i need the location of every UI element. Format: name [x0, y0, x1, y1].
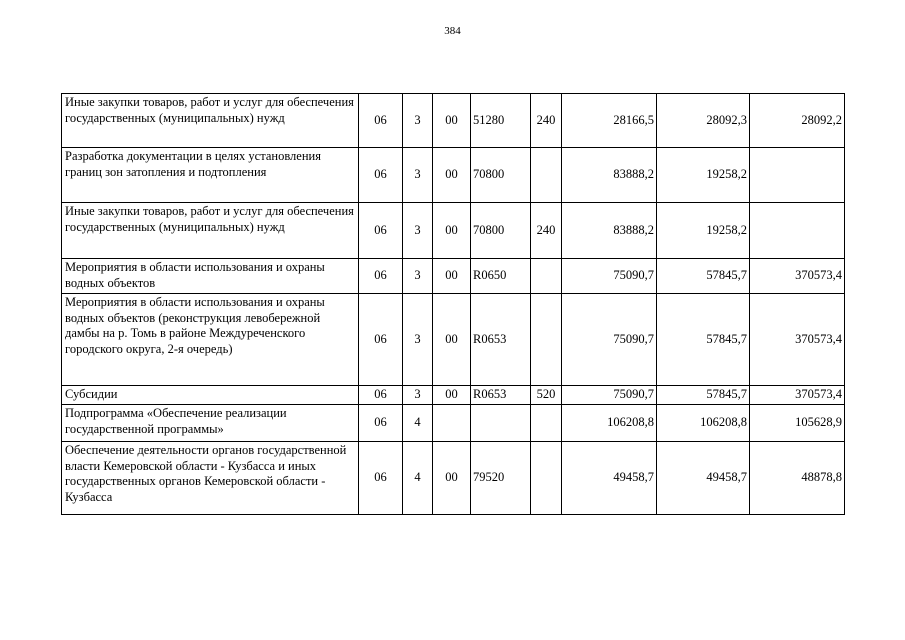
amount-year-2: 19258,2: [657, 203, 750, 259]
subsection-code: 4: [403, 405, 433, 442]
expense-type-code: 240: [531, 94, 562, 148]
table-row: [62, 294, 845, 386]
amount-year-1: 75090,7: [562, 259, 657, 294]
subprogram-code: 00: [433, 203, 471, 259]
row-name: Мероприятия в области использования и охраны водных объектов (реконструкция левобережной дамбы на р. Томь в районе Междуреченского городского округа, 2-я очередь): [62, 294, 359, 386]
section-code: 06: [359, 148, 403, 203]
subsection-code: 3: [403, 259, 433, 294]
amount-year-3: 48878,8: [750, 442, 845, 515]
target-code: 79520: [471, 442, 531, 515]
subprogram-code: 00: [433, 294, 471, 386]
row-name: Разработка документации в целях установления границ зон затопления и подтопления: [62, 148, 359, 203]
amount-year-3: [750, 148, 845, 203]
table-row: [62, 148, 845, 203]
expense-type-code: [531, 148, 562, 203]
amount-year-2: 49458,7: [657, 442, 750, 515]
amount-year-1: 106208,8: [562, 405, 657, 442]
amount-year-1: 83888,2: [562, 148, 657, 203]
amount-year-3: [750, 203, 845, 259]
amount-year-3: 28092,2: [750, 94, 845, 148]
section-code: 06: [359, 442, 403, 515]
page-number: 384: [444, 25, 461, 37]
section-code: 06: [359, 405, 403, 442]
row-name: Подпрограмма «Обеспечение реализации государственной программы»: [62, 405, 359, 442]
subsection-code: 3: [403, 94, 433, 148]
table-row: [62, 94, 845, 148]
amount-year-3: 370573,4: [750, 386, 845, 405]
row-name: Иные закупки товаров, работ и услуг для обеспечения государственных (муниципальных) нужд: [62, 94, 359, 148]
amount-year-2: 19258,2: [657, 148, 750, 203]
table-row: [62, 386, 845, 405]
row-name: Обеспечение деятельности органов государственной власти Кемеровской области - Кузбасса и иных государственных органов Кемеровской области - Кузбасса: [62, 442, 359, 515]
target-code: 70800: [471, 203, 531, 259]
amount-year-1: 75090,7: [562, 294, 657, 386]
subprogram-code: [433, 405, 471, 442]
section-code: 06: [359, 294, 403, 386]
amount-year-1: 28166,5: [562, 94, 657, 148]
subprogram-code: 00: [433, 386, 471, 405]
target-code: R0650: [471, 259, 531, 294]
amount-year-3: 370573,4: [750, 259, 845, 294]
section-code: 06: [359, 259, 403, 294]
amount-year-1: 83888,2: [562, 203, 657, 259]
row-name: Иные закупки товаров, работ и услуг для обеспечения государственных (муниципальных) нужд: [62, 203, 359, 259]
subsection-code: 3: [403, 203, 433, 259]
amount-year-2: 28092,3: [657, 94, 750, 148]
amount-year-3: 105628,9: [750, 405, 845, 442]
expense-type-code: [531, 442, 562, 515]
subsection-code: 3: [403, 294, 433, 386]
section-code: 06: [359, 94, 403, 148]
expense-type-code: 520: [531, 386, 562, 405]
expense-type-code: [531, 405, 562, 442]
amount-year-2: 57845,7: [657, 294, 750, 386]
subsection-code: 3: [403, 148, 433, 203]
target-code: R0653: [471, 386, 531, 405]
subprogram-code: 00: [433, 259, 471, 294]
section-code: 06: [359, 386, 403, 405]
amount-year-2: 106208,8: [657, 405, 750, 442]
target-code: 70800: [471, 148, 531, 203]
budget-table: [61, 93, 845, 515]
expense-type-code: 240: [531, 203, 562, 259]
subsection-code: 4: [403, 442, 433, 515]
table-row: [62, 442, 845, 515]
table-row: [62, 203, 845, 259]
amount-year-2: 57845,7: [657, 386, 750, 405]
target-code: 51280: [471, 94, 531, 148]
amount-year-1: 49458,7: [562, 442, 657, 515]
table-row: [62, 259, 845, 294]
section-code: 06: [359, 203, 403, 259]
subprogram-code: 00: [433, 148, 471, 203]
subprogram-code: 00: [433, 442, 471, 515]
expense-type-code: [531, 259, 562, 294]
subsection-code: 3: [403, 386, 433, 405]
subprogram-code: 00: [433, 94, 471, 148]
amount-year-1: 75090,7: [562, 386, 657, 405]
amount-year-2: 57845,7: [657, 259, 750, 294]
amount-year-3: 370573,4: [750, 294, 845, 386]
expense-type-code: [531, 294, 562, 386]
table-row: [62, 405, 845, 442]
target-code: R0653: [471, 294, 531, 386]
target-code: [471, 405, 531, 442]
row-name: Субсидии: [62, 386, 359, 405]
row-name: Мероприятия в области использования и охраны водных объектов: [62, 259, 359, 294]
